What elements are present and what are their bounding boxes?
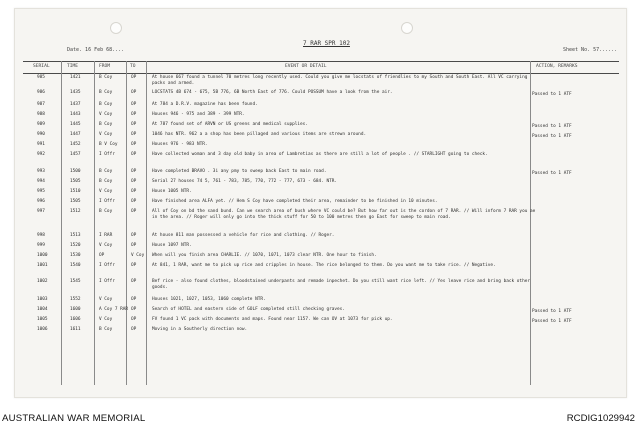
time-cell: 1435 <box>70 90 81 95</box>
time-cell: 1443 <box>70 112 81 117</box>
to-cell: V Coy <box>131 253 145 258</box>
from-cell: B Coy <box>99 209 113 214</box>
time-cell: 1452 <box>70 142 81 147</box>
from-cell: OP <box>99 253 105 258</box>
time-cell: 1421 <box>70 75 81 80</box>
serial-cell: 996 <box>37 199 45 204</box>
punch-hole-right <box>401 22 413 34</box>
time-cell: 1505 <box>70 179 81 184</box>
to-cell: OP <box>131 199 137 204</box>
to-cell: OP <box>131 233 137 238</box>
from-cell: B Coy <box>99 169 113 174</box>
event-cell: House 1097 NTR. <box>152 243 192 248</box>
action-cell: Passed to 1 ATF <box>532 171 572 176</box>
from-cell: V Coy <box>99 132 113 137</box>
punch-hole-left <box>110 22 122 34</box>
time-cell: 1600 <box>70 307 81 312</box>
to-cell: OP <box>131 112 137 117</box>
serial-cell: 993 <box>37 169 45 174</box>
to-cell: OP <box>131 243 137 248</box>
document-title: 7 RAR SPR 102 <box>303 40 350 47</box>
event-cell: At house 811 man possessed a vehicle for rice and clothing. // Roger. <box>152 233 335 238</box>
time-cell: 1530 <box>70 253 81 258</box>
to-cell: OP <box>131 75 137 80</box>
event-cell: Moving in a Southerly direction now. <box>152 327 248 332</box>
time-cell: 1445 <box>70 122 81 127</box>
serial-cell: 992 <box>37 152 45 157</box>
event-cell: At 784 a D.R.V. magazine has been found. <box>152 102 258 107</box>
serial-cell: 1004 <box>37 307 48 312</box>
to-cell: OP <box>131 169 137 174</box>
from-cell: B Coy <box>99 179 113 184</box>
to-cell: OP <box>131 263 137 268</box>
col-divider <box>94 61 95 385</box>
archive-credit: AUSTRALIAN WAR MEMORIAL <box>2 413 146 424</box>
serial-cell: 994 <box>37 179 45 184</box>
col-event-header: EVENT OR DETAIL <box>285 64 327 69</box>
serial-cell: 985 <box>37 75 45 80</box>
time-cell: 1520 <box>70 243 81 248</box>
to-cell: OP <box>131 122 137 127</box>
to-cell: OP <box>131 152 137 157</box>
from-cell: I Offr <box>99 199 115 204</box>
serial-cell: 998 <box>37 233 45 238</box>
to-cell: OP <box>131 179 137 184</box>
event-cell: FV found 1 VC pack with documents and maps. Found near 1157. We can OV at 1073 for pick up. <box>152 317 393 322</box>
serial-cell: 999 <box>37 243 45 248</box>
col-from-header: FROM <box>99 64 111 69</box>
event-cell: LOCSTATS 4B 674 - 675, 5B 776, 6B North East of 776. Could POSSUM have a look from the air. <box>152 90 393 95</box>
event-cell: House 1005 NTR. <box>152 189 192 194</box>
from-cell: B Coy <box>99 102 113 107</box>
time-cell: 1513 <box>70 233 81 238</box>
serial-cell: 990 <box>37 132 45 137</box>
event-cell: Have collected woman and 3 day old baby in area of Lambretias as there are still a lot of people . // STARLIGHT going to check. <box>152 152 488 157</box>
time-cell: 1447 <box>70 132 81 137</box>
time-cell: 1512 <box>70 209 81 214</box>
time-cell: 1552 <box>70 297 81 302</box>
from-cell: B Coy <box>99 75 113 80</box>
serial-cell: 987 <box>37 102 45 107</box>
event-cell: All of Coy on bd the sand bund. Can we search area of bush where VC could be? But how far out is the cordon of 7 RAR. // Will inform 7 RAR you ae in the area. // Roger will only go into the thick stuff for 50 to 100 metres then go East for sweep to main road. <box>152 209 536 220</box>
from-cell: V Coy <box>99 297 113 302</box>
event-cell: Bef rice - also found clothes, bloodstained underpants and remade inpechet. Do you still want rice left. // Yes leave rice and bring back other goods. <box>152 279 531 290</box>
col-divider <box>126 61 127 385</box>
action-cell: Passed to 1 ATF <box>532 134 572 139</box>
to-cell: OP <box>131 102 137 107</box>
col-divider <box>61 61 62 385</box>
event-cell: At house 667 found a tunnel 70 metres long recently used. Could you give me locstats of friendlies to my South and South East. All VC carrying packs and armed. <box>152 75 528 86</box>
event-cell: Houses 946 - 975 and 389 - 399 NTR. <box>152 112 245 117</box>
time-cell: 1505 <box>70 199 81 204</box>
date-field: Date. 16 Feb 68.... <box>67 47 125 53</box>
col-action-header: ACTION, REMARKS <box>536 64 578 69</box>
event-cell: Houses 1021, 1027, 1053, 1060 complete NTR. <box>152 297 266 302</box>
serial-cell: 989 <box>37 122 45 127</box>
col-time-header: TIME <box>67 64 79 69</box>
to-cell: OP <box>131 279 137 284</box>
event-cell: Have finished area ALFA yet. // Hem S Coy have completed their area, remainder to be finished in 10 minutes. <box>152 199 438 204</box>
to-cell: OP <box>131 90 137 95</box>
event-cell: At 787 found set of ARVN or US greens and medical supplies. <box>152 122 308 127</box>
time-cell: 1437 <box>70 102 81 107</box>
serial-cell: 986 <box>37 90 45 95</box>
serial-cell: 1006 <box>37 327 48 332</box>
col-divider <box>146 61 147 385</box>
to-cell: OP <box>131 307 137 312</box>
time-cell: 1611 <box>70 327 81 332</box>
to-cell: OP <box>131 317 137 322</box>
from-cell: V Coy <box>99 112 113 117</box>
action-cell: Passed to 1 ATF <box>532 124 572 129</box>
from-cell: V Coy <box>99 189 113 194</box>
serial-cell: 1003 <box>37 297 48 302</box>
log-sheet <box>14 8 627 398</box>
to-cell: OP <box>131 132 137 137</box>
from-cell: V Coy <box>99 243 113 248</box>
serial-cell: 1005 <box>37 317 48 322</box>
from-cell: B V Coy <box>99 142 118 147</box>
time-cell: 1500 <box>70 169 81 174</box>
col-divider <box>530 61 531 385</box>
event-cell: When will you finish area CHARLIE. // 1070, 1071, 1073 clear NTR. One hour to finish. <box>152 253 377 258</box>
event-cell: Houses 976 - 983 NTR. <box>152 142 208 147</box>
time-cell: 1545 <box>70 279 81 284</box>
from-cell: B Coy <box>99 122 113 127</box>
from-cell: A Coy 7 RAR <box>99 307 129 312</box>
from-cell: V Coy <box>99 317 113 322</box>
time-cell: 1606 <box>70 317 81 322</box>
from-cell: I RAR <box>99 233 113 238</box>
serial-cell: 991 <box>37 142 45 147</box>
serial-cell: 997 <box>37 209 45 214</box>
from-cell: B Coy <box>99 327 113 332</box>
event-cell: At 841, 1 RAR, want me to pick up rice and cripples in house. The rice belonged to them. Do you want me to take rice. // Negative. <box>152 263 496 268</box>
time-cell: 1510 <box>70 189 81 194</box>
action-cell: Passed to 1 ATF <box>532 319 572 324</box>
event-cell: Search of HOTEL and eastern side of GOLF completed still checking graves. <box>152 307 345 312</box>
record-id: RCDIG1029942 <box>566 413 635 424</box>
time-cell: 1540 <box>70 263 81 268</box>
from-cell: B Coy <box>99 90 113 95</box>
event-cell: 1046 has NTR. 962 a a shop has been pillaged and various items are strewn around. <box>152 132 367 137</box>
serial-cell: 1001 <box>37 263 48 268</box>
time-cell: 1457 <box>70 152 81 157</box>
event-cell: Serial 27 houses 74 5, 761 - 783, 785, 770, 772 - 777, 673 - 684. NTR. <box>152 179 338 184</box>
serial-cell: 1000 <box>37 253 48 258</box>
from-cell: I Offr <box>99 279 115 284</box>
action-cell: Passed to 1 ATF <box>532 309 572 314</box>
event-cell: Have completed BRAVO . 3i any pmy to sweep back East to main road. <box>152 169 327 174</box>
to-cell: OP <box>131 189 137 194</box>
col-serial-header: SERIAL <box>33 64 50 69</box>
from-cell: I Offr <box>99 152 115 157</box>
col-to-header: TO <box>130 64 136 69</box>
to-cell: OP <box>131 327 137 332</box>
to-cell: OP <box>131 142 137 147</box>
sheet-number: Sheet No. 57...... <box>563 47 618 53</box>
serial-cell: 1002 <box>37 279 48 284</box>
to-cell: OP <box>131 209 137 214</box>
to-cell: OP <box>131 297 137 302</box>
serial-cell: 988 <box>37 112 45 117</box>
serial-cell: 995 <box>37 189 45 194</box>
from-cell: I Offr <box>99 263 115 268</box>
action-cell: Passed to 1 ATF <box>532 92 572 97</box>
